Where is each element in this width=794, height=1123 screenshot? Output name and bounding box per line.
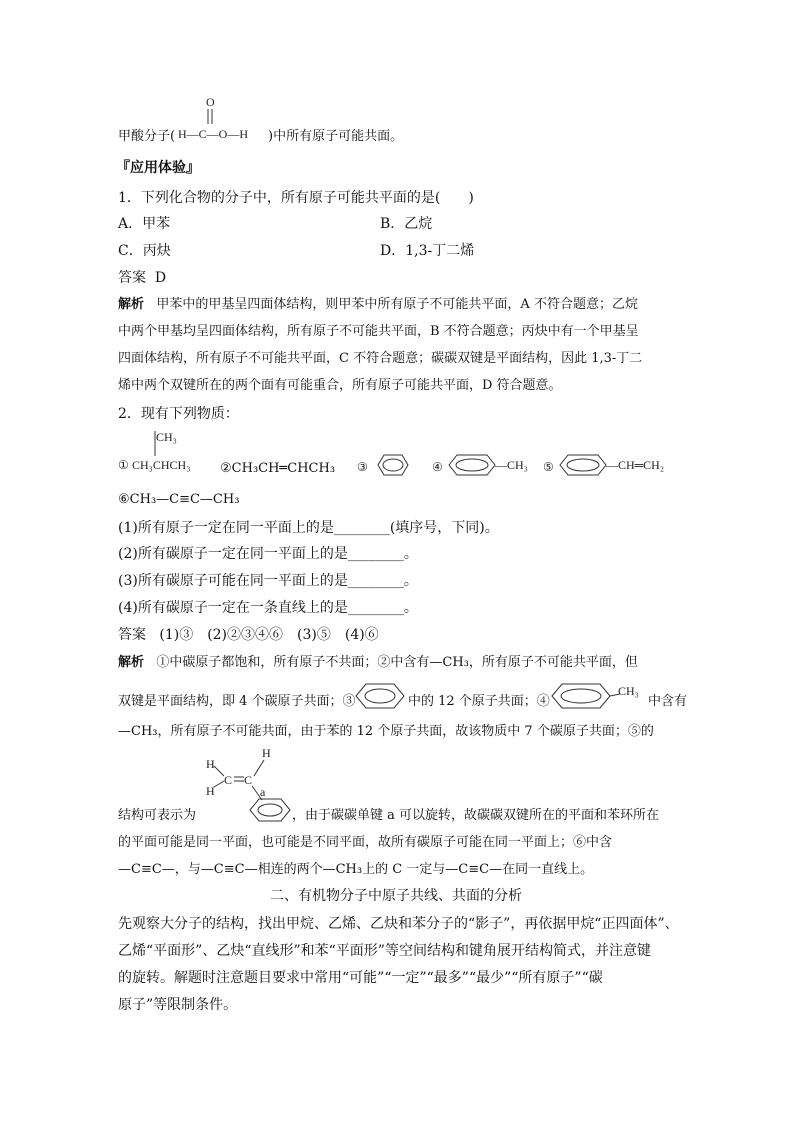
q1-analysis-line: 解析 甲苯中的甲基呈四面体结构，则甲苯中所有原子不可能共平面，A 不符合题意；乙烷: [118, 297, 638, 312]
formic-acid-o-atom: O: [206, 95, 215, 109]
formic-acid-lead: 甲酸分子(: [118, 129, 176, 144]
q2-stem: 2．现有下列物质：: [118, 406, 239, 422]
q1-option-d: D．1,3-丁二烯: [380, 243, 475, 259]
item3-number: ③: [357, 460, 368, 474]
q2-analysis-line5: 的平面可能是同一平面，也可能是不同平面，故所有碳原子可能在同一平面上；⑥中含: [118, 835, 613, 850]
section2-para-line: 原子”等限制条件。: [118, 997, 238, 1013]
q2-item1-structure: [118, 428, 213, 478]
q1-analysis-line: 中两个甲基均呈四面体结构，所有原子不可能共平面，B 不符合题意；丙炔中有一个甲基呈: [118, 324, 639, 339]
struct-h1: H: [206, 757, 215, 771]
section2-para-line: 先观察大分子的结构，找出甲烷、乙烯、乙炔和苯分子的“影子”，再依据甲烷“正四面体”、: [118, 916, 679, 932]
struct-h3: H: [262, 746, 271, 760]
item1-formula: CH₃CHCH₃: [132, 458, 191, 472]
q2-analysis-line2b: 中的 12 个原子共面；④: [408, 694, 550, 709]
styrene-structure-diagram: [204, 748, 294, 826]
q2-subq-2: (2)所有碳原子一定在同一平面上的是________。: [118, 546, 418, 562]
q1-answer: [118, 268, 166, 288]
q1-option-a: A．甲苯: [118, 216, 171, 232]
item1-number: ①: [118, 458, 129, 472]
inline-toluene-ch3: CH₃: [618, 684, 639, 698]
struct-c1: C: [224, 773, 233, 787]
q1-stem: 1．下列化合物的分子中，所有原子可能共平面的是( ): [118, 190, 474, 206]
section2-para-line: 的旋转。解题时注意题目要求中常用“可能”“一定”“最多”“最少”“所有原子”“碳: [118, 970, 603, 986]
q1-analysis-line: 烯中两个双键所在的两个面有可能重合，所有原子可能共平面，D 符合题意。: [118, 378, 562, 393]
q1-option-b: B．乙烷: [380, 216, 433, 232]
q2-answer: [118, 625, 379, 645]
q2-item5-styrene: [543, 452, 688, 482]
q2-analysis-line4a: 结构可表示为: [118, 808, 197, 823]
q2-analysis-line4b: ，由于碳碳单键 a 可以旋转，故碳碳双键所在的平面和苯环所在: [292, 808, 660, 823]
item5-number: ⑤: [543, 460, 554, 474]
analysis-label: 解析: [118, 655, 145, 670]
item1-ch3-top: CH₃: [156, 430, 177, 444]
q2-analysis-line2c: 中含有: [648, 694, 688, 709]
item5-vinyl: —CH═CH₂: [606, 458, 665, 472]
inline-toluene-icon: [552, 682, 642, 710]
answer-label: 答案: [118, 627, 146, 643]
answer-value: D: [154, 270, 167, 286]
q2-analysis-line1: 解析 ①中碳原子都饱和，所有原子不共面；②中含有—CH₃，所有原子不可能共平面，但: [118, 655, 638, 670]
q2-subq-4: (4)所有碳原子一定在一条直线上的是________。: [118, 600, 418, 616]
answer-value: (1)③ (2)②③④⑥ (3)⑤ (4)⑥: [159, 627, 379, 643]
formic-acid-formula: H—C—O—H: [178, 127, 249, 141]
q2-item6: ⑥CH₃—C≡C—CH₃: [118, 492, 240, 507]
struct-h2: H: [206, 784, 215, 798]
item4-methyl: —CH₃: [495, 458, 528, 472]
q2-analysis-line2a: 双键是平面结构，即 4 个碳原子共面；③: [118, 694, 356, 709]
q1-analysis-line: 四面体结构，所有原子不可能共平面，C 不符合题意；碳碳双键是平面结构，因此 1,3-丁二: [118, 351, 643, 366]
q2-analysis-line6: —C≡C—，与—C≡C—相连的两个—CH₃上的 C 一定与—C≡C—在同一直线上。: [118, 862, 594, 877]
struct-c2: C: [244, 773, 253, 787]
q2-analysis-line3: —CH₃，所有原子不可能共面，由于苯的 12 个原子共面，故该物质中 7 个碳原子共面；⑤的: [118, 724, 654, 739]
q2-item2: ②CH₃CH═CHCH₃: [220, 461, 336, 476]
q1-option-c: C．丙炔: [118, 243, 171, 259]
struct-bond-a: a: [260, 785, 266, 799]
answer-label: 答案: [118, 270, 146, 286]
q2-item3-benzene: [357, 452, 417, 482]
q2-subq-3: (3)所有碳原子可能在同一平面上的是________。: [118, 573, 418, 589]
formic-acid-tail: )中所有原子可能共面。: [268, 129, 404, 144]
q2-item4-toluene: [432, 452, 542, 482]
section2-heading: 二、有机物分子中原子共线、共面的分析: [270, 888, 522, 904]
analysis-label: 解析: [118, 297, 145, 312]
section2-para-line: 乙烯“平面形”、乙炔“直线形”和苯“平面形”等空间结构和键角展开结构简式，并注意键: [118, 943, 651, 959]
q2-subq-1: (1)所有原子一定在同一平面上的是________(填序号，下同)。: [118, 520, 499, 536]
section-label: 『应用体验』: [116, 160, 200, 176]
inline-benzene-icon: [356, 682, 408, 710]
item4-number: ④: [432, 460, 443, 474]
